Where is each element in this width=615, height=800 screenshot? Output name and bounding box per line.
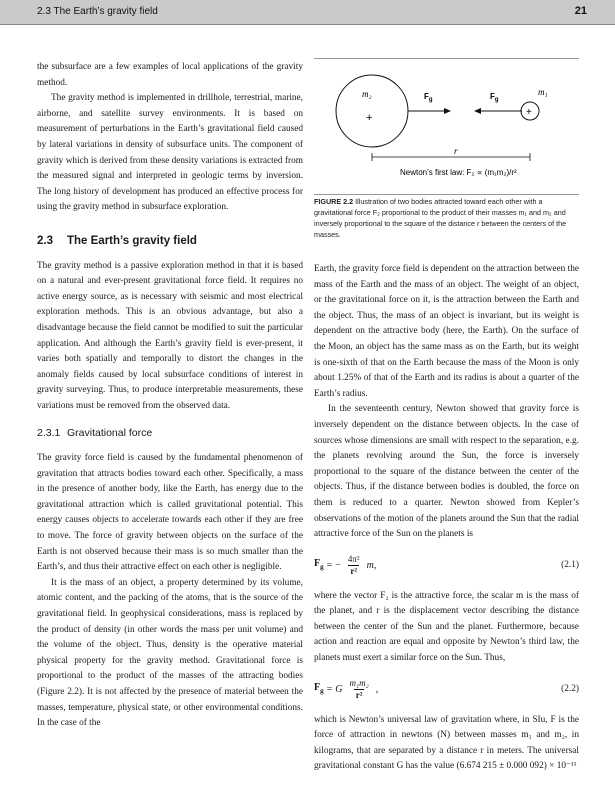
figure-2-2 [314,58,579,195]
newton-law-label: Newton’s first law: F₂ ∝ (m₁m₂)/r² [400,168,517,177]
equation-number: (2.1) [561,559,579,570]
arrowhead-right [444,108,451,114]
paragraph: The gravity method is a passive exploration method in that it is based on a natural and ever-present gravitational force field. It requires no active energy source, as is necessary with seismic and most electrical exploration methods. This is an obvious advantage, but also a disadvantage because the field cannot be modified to suit the particular application. And although the Earth’s gravity field is ever-present, it varies both spatially and temporally to distort the changes in the anomaly fields caused by local subsurface conditions of interest in gravity surveying. Thus, to produce interpretable measurements, these variations must be removed from the observed data. [37,260,303,411]
fg-left-label: $F_g$ [424,92,433,103]
subsection-heading [37,426,303,442]
mass-m2-circle [336,75,408,147]
eq-tail: , [375,683,379,695]
paragraph: The gravity method is implemented in drillhole, terrestrial, marine, airborne, and satellite survey environments. It is based on measurement of perturbations in the Earth’s gravitational field caused by lateral variations in density of subsurface units. The component of gravity which is derived from these density variations is extracted from the measured signal and interpreted in geologic terms by inversion. The long history of development has produced an effective process for using the gravity method in subsurface exploration. [37,93,303,213]
arrowhead-left [474,108,481,114]
equation-body: $F_g$ = G $\frac{\text{m₁m₂}}{\text{r²}}$ , [314,678,379,701]
section-title: The Earth’s gravity field [67,234,197,247]
equation-body: $F_g$ = − $\frac{\text{4π²}}{\text{r²}}$ m, [314,554,377,577]
m1-plus: + [526,107,532,118]
page-number: 21 [574,5,587,17]
paragraph: where the vector F₂ is the attractive force, the scalar m is the mass of the planet, and r is the displacement vector describing the distance between the center of the Sun and the planet. Furthermore, because action and reaction are equal and opposite by Newton’s third law, the planets must exert a similar force on the Sun. Thus, [314,590,579,664]
newton-law-diagram [314,59,579,194]
eq-constant: G [335,683,343,695]
m2-label: m₂ [362,89,372,99]
caption-text: Illustration of two bodies attracted toward each other with a gravitational force F₂ proportional to the product of their masses m₁ and m₂ and inversely proportional to the square of the distance r between the centers of the masses. [314,197,567,239]
equation-number: (2.2) [561,683,579,694]
left-column [37,60,303,732]
r-label: r [454,146,458,156]
equation-2-2 [314,673,579,707]
m1-label: m₁ [538,87,548,97]
paragraph: The gravity force field is caused by the fundamental phenomenon of gravitation that attracts bodies toward each other. Specifically, a mass in the presence of another body, like the Earth, has energy due to the gravitational attraction which is called gravitational potential. This energy causes objects to accelerate towards each other if they are free to move. The force of gravity between objects on the surface of the Earth is not observed because their mass is so much smaller than the Earth’s, and thus their attractive effect on each other is negligible. [37,453,303,573]
running-header [0,0,615,25]
section-number: 2.3 [37,234,53,247]
section-heading [37,234,303,250]
paragraph: In the seventeenth century, Newton showed that gravity force is inversely dependent on the distance between objects. In the case of sources whose dimensions are small with respect to the separation, e.g. the planets revolving around the Sun, the force is inversely proportional to the square of the distance between the center of the objects. Thus, if the distance between bodies is doubled, the force on them is reduced to a quarter. Newton showed from Kepler’s observations of the motion of the planets around the Sun that the radial attractive force of the Sun on the planets is [314,404,579,540]
eq-fraction: $\frac{\text{m₁m₂}}{\text{r²}}$ [349,678,369,701]
eq-lhs: $F_g$ [314,681,324,695]
subsection-number: 2.3.1 [37,427,61,440]
paragraph: Earth, the gravity force field is dependent on the attraction between the mass of the Earth and the mass of an object. The weight of an object, or the gravitational force on it, is the attraction between the Earth and the object. Thus, the mass of an object is invariant, but its weight is dependent on the attractive body (here, the Earth). On the surface of the Moon, an object has the same mass as on the Earth, but its weight is one-sixth of that on the Earth because the mass of the Moon is only about 1.25% of that of the Earth and its radius is about a quarter of the Earth’s radius. [314,264,579,399]
fg-right-label: $F_g$ [490,92,499,103]
subsection-title: Gravitational force [67,427,153,440]
eq-lhs: $F_g$ [314,557,324,571]
eq-tail: m, [366,559,377,571]
m2-plus: + [366,112,373,124]
eq-fraction: $\frac{\text{4π²}}{\text{r²}}$ [347,554,360,577]
paragraph: the subsurface are a few examples of local applications of the gravity method. [37,62,303,88]
paragraph: It is the mass of an object, a property determined by its volume, atomic content, and the packing of the atoms, that is the source of the gravitational field. In geophysical considerations, mass is replaced by the product of density (in other words the mass per unit volume) and the volume of the object. Thus, density is the operative material physical property for the gravity method. Gravitational force is proportional to the product of the masses of the attracting bodies (Figure 2.2). It is not affected by the presence of material between the masses, temperature, physical state, or other environmental conditions. In the case of the [37,577,303,729]
equation-2-1 [314,549,579,583]
figure-caption [314,196,574,240]
paragraph: which is Newton’s universal law of gravitation where, in SIu, F is the force of attraction in newtons (N) between masses m₁ and m₂, in kilograms, that are separated by a distance r in meters. The universal gravitational constant G has the value (6.674 215 ± 0.000 092) × 10⁻¹¹ [314,714,579,772]
caption-label: FIGURE 2.2 [314,197,354,206]
header-section-title: 2.3 The Earth’s gravity field [37,6,158,17]
right-column [314,262,579,775]
